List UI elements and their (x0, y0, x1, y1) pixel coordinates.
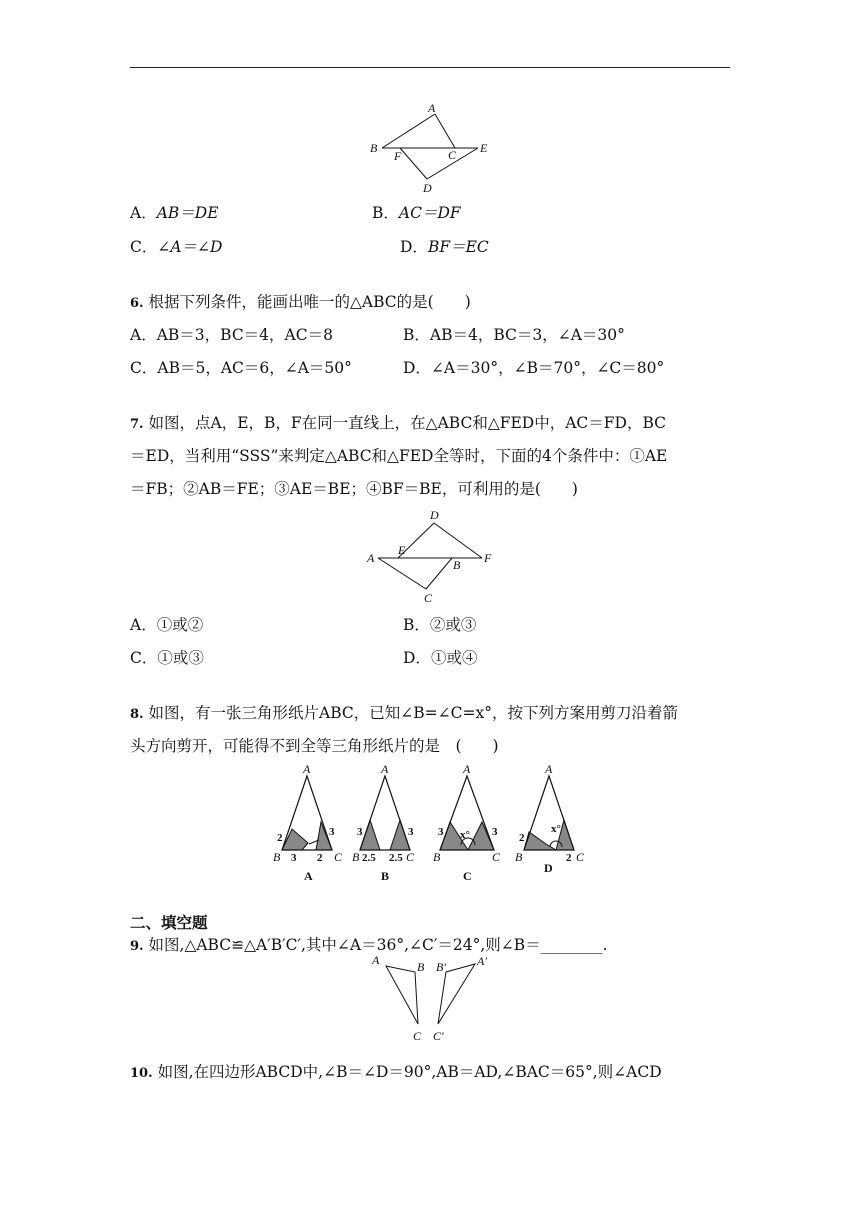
q6-option-c (130, 358, 352, 378)
q7-option-b (403, 615, 476, 635)
option-letter: B． (403, 326, 430, 344)
q5-option-b (372, 203, 461, 223)
q7-label-b: B (453, 558, 461, 572)
question-text: 如图,在四边形ABCD中,∠B＝∠D＝90°,AB＝AD,∠BAC＝65°,则∠ACD (157, 1063, 662, 1081)
header-rule (130, 67, 730, 68)
q8c-num-2: 3 (492, 826, 498, 838)
q7-label-a: A (367, 551, 375, 565)
option-letter: A． (130, 326, 157, 344)
q8c-left: B (433, 850, 441, 864)
q5-option-a (130, 203, 219, 223)
q8b-num-2: 3 (408, 826, 414, 838)
option-text: AB＝DE (156, 204, 219, 222)
q8-stem-line1 (130, 703, 678, 725)
q8c-right: C (492, 850, 501, 864)
option-letter: D． (403, 649, 431, 667)
q8d-num-3: 2 (566, 852, 572, 864)
q5-option-d (400, 237, 489, 257)
q8b-right: C (406, 850, 415, 864)
q7-label-d: D (430, 508, 439, 522)
option-text: BF＝EC (427, 238, 489, 256)
q8c-num-1: 3 (438, 826, 444, 838)
q8d-num-2: x° (551, 823, 561, 835)
q7-label-f: F (484, 551, 492, 565)
option-text: ∠A＝30°，∠B＝70°，∠C＝80° (430, 359, 665, 377)
option-letter: A． (130, 616, 157, 634)
q7-option-d (403, 648, 477, 668)
q8b-num-1: 3 (357, 826, 363, 838)
q7-stem-line1 (130, 413, 666, 435)
q8d-caption: D (544, 861, 553, 875)
q8a-left: B (273, 850, 281, 864)
option-text: ①或④ (430, 649, 478, 667)
option-text: AB＝4，BC＝3，∠A＝30° (429, 326, 625, 344)
q8a-right: C (334, 850, 343, 864)
question-number: 7. (130, 417, 144, 432)
option-letter: C． (130, 649, 158, 667)
q8b-num-3: 2.5 (362, 852, 376, 864)
q8b-num-4: 2.5 (389, 852, 403, 864)
question-text: 如图,△ABC≌△A′B′C′,其中∠A＝36°,∠C′＝24°,则∠B＝________. (148, 936, 608, 954)
question-text: ＝FB；②AB＝FE；③AE＝BE；④BF＝BE，可利用的是( ) (130, 480, 578, 498)
q8-figure-b (352, 762, 415, 883)
question-text: 如图，有一张三角形纸片ABC，已知∠B=∠C=x°，按下列方案用剪刀沿着箭 (148, 704, 678, 722)
q8d-right: C (576, 850, 585, 864)
q8a-num-2: 3 (291, 852, 297, 864)
q5-label-d: D (423, 181, 432, 195)
q9-figure (362, 952, 502, 1044)
q5-label-a: A (428, 101, 436, 115)
q6-stem (130, 292, 471, 314)
q8a-num-1: 2 (277, 832, 283, 844)
q6-option-b (403, 325, 625, 345)
q9-label-a-prime: A′ (477, 954, 487, 968)
q8d-left: B (515, 850, 523, 864)
q7-stem-line2 (130, 446, 667, 466)
q8a-apex: A (303, 762, 311, 776)
q8-figure-d (515, 762, 585, 875)
q9-label-c: C (413, 1029, 422, 1043)
q8c-num-3: x° (460, 829, 470, 841)
q9-label-b-prime: B′ (436, 960, 446, 974)
q7-label-e: E (398, 543, 406, 557)
q6-option-a (130, 325, 333, 345)
q8b-apex: A (381, 762, 389, 776)
q8b-left: B (352, 850, 360, 864)
q7-option-c (130, 648, 204, 668)
q7-figure (360, 505, 500, 605)
option-letter: B． (403, 616, 430, 634)
question-text: 根据下列条件，能画出唯一的△ABC的是( ) (148, 293, 471, 311)
q8b-caption: B (381, 869, 390, 883)
question-number: 10. (130, 1066, 153, 1081)
option-text: ∠A＝∠D (157, 238, 223, 256)
q10-stem (130, 1062, 662, 1084)
option-text: ①或③ (157, 649, 204, 667)
q5-figure (360, 100, 500, 196)
q6-option-d (403, 358, 664, 378)
option-letter: C． (130, 238, 158, 256)
q7-stem-line3 (130, 479, 578, 499)
option-letter: D． (400, 238, 428, 256)
q7-option-a (130, 615, 203, 635)
q8c-caption: C (463, 869, 472, 883)
q8-figure-c (433, 762, 501, 883)
option-letter: C． (130, 359, 158, 377)
q8-figures (268, 762, 598, 884)
option-text: AB＝5，AC＝6，∠A＝50° (157, 359, 352, 377)
question-number: 8. (130, 707, 144, 722)
q9-label-c-prime: C′ (433, 1029, 444, 1043)
q5-option-c (130, 237, 222, 257)
q5-label-e: E (480, 141, 488, 155)
option-letter: B． (372, 204, 399, 222)
q8a-num-3: 2 (317, 852, 323, 864)
option-letter: A． (130, 204, 157, 222)
q5-label-f: F (394, 149, 402, 163)
q8c-apex: A (463, 762, 471, 776)
q7-label-c: C (424, 591, 433, 605)
section-title: 二、填空题 (130, 914, 208, 932)
q8d-num-1: 2 (519, 832, 525, 844)
option-letter: D． (403, 359, 431, 377)
q8a-num-4: 3 (329, 826, 335, 838)
q8d-apex: A (545, 762, 553, 776)
question-text: 头方向剪开，可能得不到全等三角形纸片的是 ( ) (130, 737, 499, 755)
question-text: ＝ED，当利用“SSS”来判定△ABC和△FED全等时，下面的4个条件中：①AE (130, 447, 668, 465)
option-text: AB＝3，BC＝4，AC＝8 (156, 326, 333, 344)
q8-figure-a (273, 762, 343, 883)
q5-label-c: C (448, 148, 457, 162)
question-number: 9. (130, 939, 144, 954)
question-text: 如图，点A，E，B，F在同一直线上，在△ABC和△FED中，AC＝FD，BC (148, 414, 667, 432)
q8a-caption: A (304, 869, 313, 883)
option-text: AC＝DF (398, 204, 461, 222)
option-text: ①或② (156, 616, 204, 634)
question-number: 6. (130, 296, 144, 311)
q5-label-b: B (370, 141, 378, 155)
q9-label-b: B (417, 960, 425, 974)
q8-stem-line2 (130, 736, 499, 756)
option-text: ②或③ (429, 616, 477, 634)
q9-label-a: A (372, 953, 380, 967)
